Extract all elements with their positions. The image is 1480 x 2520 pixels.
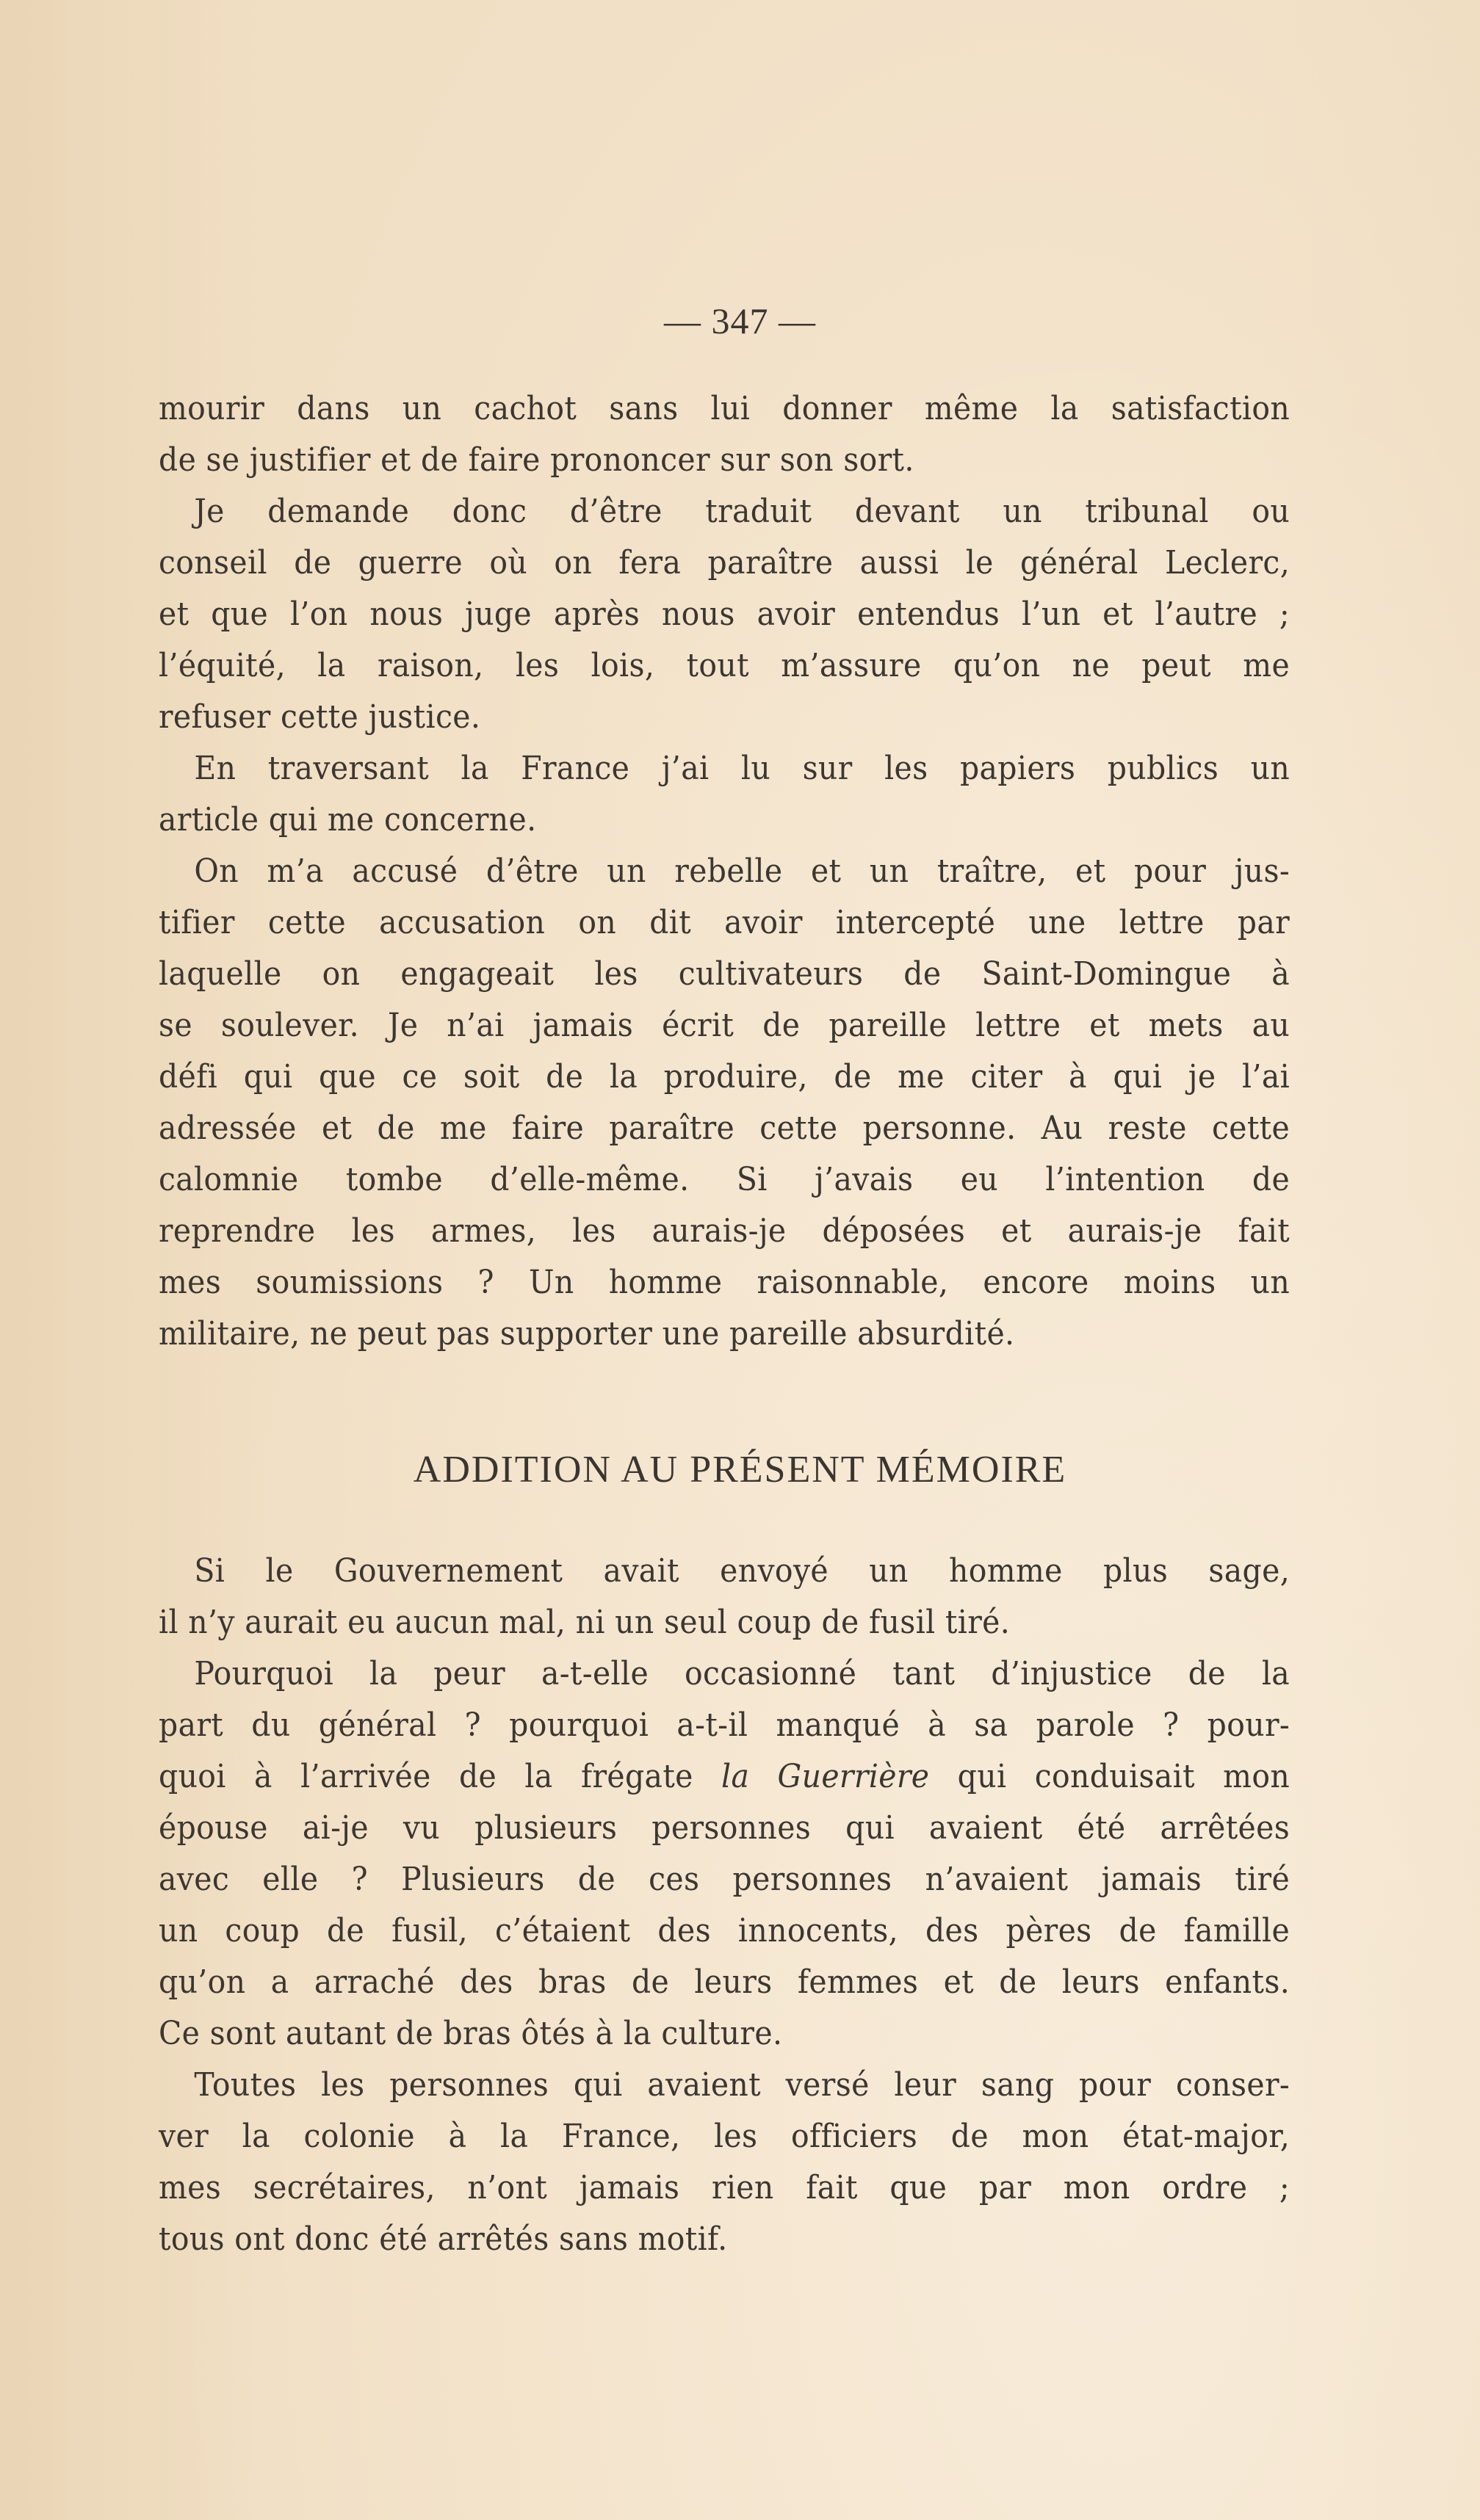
text-line: ver la colonie à la France, les officiers de mon état-major, [159, 2118, 1291, 2155]
text-line: tifier cette accusation on dit avoir intercepté une lettre par [159, 904, 1291, 941]
text-segment: qui conduisait mon [929, 1758, 1291, 1795]
text-line: mes secrétaires, n’ont jamais rien fait que par mon ordre ; [159, 2169, 1291, 2206]
text-line: épouse ai-je vu plusieurs personnes qui avaient été arrêtées [159, 1809, 1291, 1847]
text-line: Pourquoi la peur a-t-elle occasionné tant d’injustice de la [194, 1655, 1291, 1692]
text-line: avec elle ? Plusieurs de ces personnes n’avaient jamais tiré [159, 1861, 1291, 1898]
text-line: conseil de guerre où on fera paraître aussi le général Leclerc, [159, 544, 1291, 582]
text-line: et que l’on nous juge après nous avoir entendus l’un et l’autre ; [159, 595, 1291, 633]
text-line: Si le Gouvernement avait envoyé un homme plus sage, [194, 1552, 1291, 1590]
text-line: de se justifier et de faire prononcer sur son sort. [159, 441, 914, 479]
text-line: il n’y aurait eu aucun mal, ni un seul coup de fusil tiré. [159, 1604, 1011, 1641]
section-heading: ADDITION AU PRÉSENT MÉMOIRE [413, 1449, 1067, 1491]
text-line: On m’a accusé d’être un rebelle et un traître, et pour jus- [194, 852, 1291, 890]
text-segment: quoi à l’arrivée de la frégate [159, 1758, 722, 1795]
body-section-addition [159, 1546, 1290, 2265]
text-line: mes soumissions ? Un homme raisonnable, encore moins un [159, 1264, 1291, 1301]
text-line: Je demande donc d’être traduit devant un tribunal ou [194, 493, 1291, 530]
text-line: laquelle on engageait les cultivateurs de Saint-Domingue à [159, 955, 1291, 993]
text-line: se soulever. Je n’ai jamais écrit de pareille lettre et mets au [159, 1007, 1291, 1044]
text-line: tous ont donc été arrêtés sans motif. [159, 2220, 728, 2258]
text-line: Ce sont autant de bras ôtés à la culture. [159, 2015, 783, 2052]
text-line: défi qui que ce soit de la produire, de me citer à qui je l’ai [159, 1058, 1291, 1096]
text-line: mourir dans un cachot sans lui donner même la satisfaction [159, 390, 1291, 427]
text-line: militaire, ne peut pas supporter une pareille absurdité. [159, 1315, 1015, 1353]
page-number: — 347 — [664, 300, 816, 341]
text-line: En traversant la France j’ai lu sur les papiers publics un [194, 750, 1291, 787]
text-line: refuser cette justice. [159, 698, 481, 736]
text-line: Toutes les personnes qui avaient versé leur sang pour conser- [194, 2066, 1291, 2104]
body-section-memoire [159, 383, 1290, 1360]
text-line: l’équité, la raison, les lois, tout m’assure qu’on ne peut me [159, 647, 1291, 684]
text-line: adressée et de me faire paraître cette personne. Au reste cette [159, 1109, 1291, 1147]
text-line: calomnie tombe d’elle-même. Si j’avais eu l’intention de [159, 1161, 1291, 1198]
text-line: part du général ? pourquoi a-t-il manqué à sa parole ? pour- [159, 1706, 1291, 1744]
text-line [159, 1751, 1290, 1803]
ship-name-italic: la Guerrière [721, 1758, 930, 1795]
text-line: article qui me concerne. [159, 801, 537, 839]
text-line: reprendre les armes, les aurais-je déposées et aurais-je fait [159, 1212, 1291, 1250]
text-line: qu’on a arraché des bras de leurs femmes et de leurs enfants. [159, 1963, 1291, 2001]
text-line: un coup de fusil, c’étaient des innocents, des pères de famille [159, 1912, 1291, 1949]
